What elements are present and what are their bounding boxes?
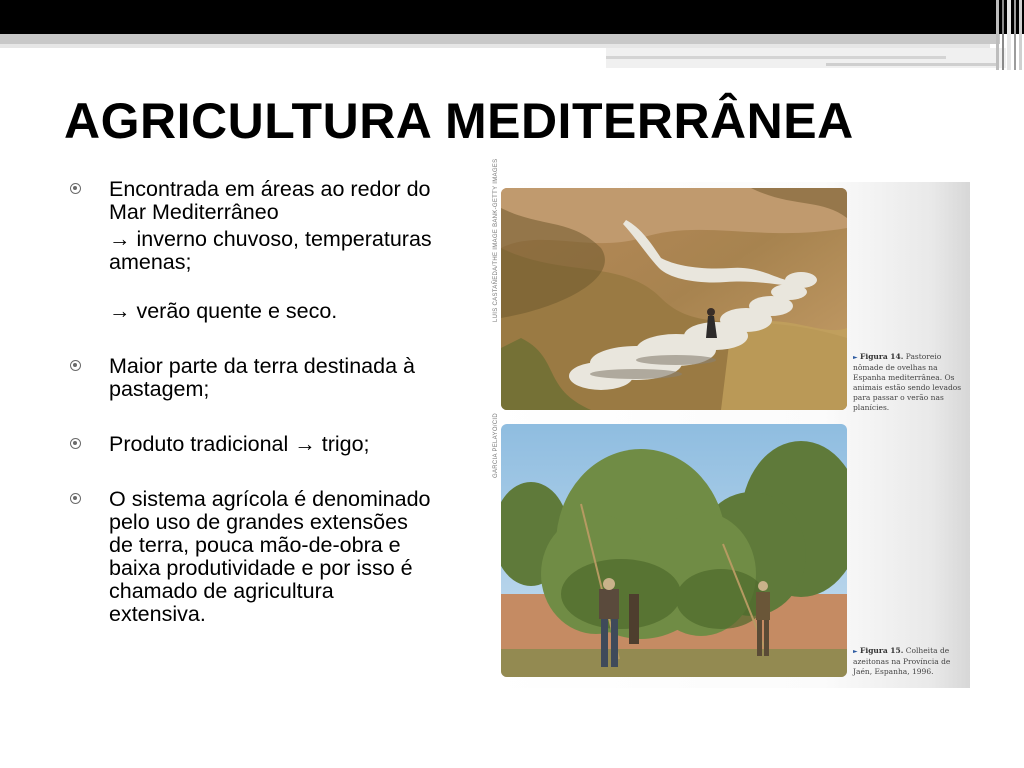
bullet-item (66, 355, 436, 401)
bullet-item (66, 178, 436, 323)
corner-vertical-bars (990, 0, 1024, 70)
top-decorative-bar (0, 0, 1024, 34)
olive-harvest-photo (501, 424, 847, 677)
bullet-icon (70, 360, 81, 371)
figure-caption-text: Colheita de azeitonas na Província de Jaén, Espanha, 1996. (853, 646, 951, 676)
figure-label: Figura 14. (860, 352, 904, 361)
slide-title: AGRICULTURA MEDITERRÂNEA (64, 93, 854, 149)
bullet-text: O sistema agrícola é denominado pelo uso de grandes extensões de terra, pouca mão-de-obra e baixa produtividade e por isso é chamado de agricultura extensiva. (109, 487, 431, 626)
bullet-icon (70, 493, 81, 504)
sheep-herding-photo (501, 188, 847, 410)
bullet-item (66, 433, 436, 456)
textbook-scan-image (487, 158, 970, 688)
accent-line (606, 56, 946, 59)
photo-credit: LUIS CASTAÑEDA/THE IMAGE BANK-GETTY IMAGES (493, 158, 499, 322)
bullet-text: Maior parte da terra destinada à pastagem; (109, 354, 415, 401)
header-stripe-accent (606, 48, 1006, 68)
figure-14-caption: ► Figura 14. Pastoreio nômade de ovelhas na Espanha mediterrânea. Os animais estão sendo levados para passar o verão nas planícies. (853, 352, 962, 412)
bullet-subtext: → verão quente e seco. (109, 299, 338, 323)
photo-credit: GARCIA PELAYO/CID (493, 412, 499, 478)
figure-label: Figura 15. (860, 646, 904, 655)
header-stripe (0, 34, 1000, 44)
bullet-list (66, 178, 436, 648)
bullet-text: Produto tradicional → trigo; (109, 432, 370, 456)
bullet-icon (70, 438, 81, 449)
bullet-text: Encontrada em áreas ao redor do Mar Mediterrâneo (109, 177, 431, 224)
accent-line (826, 63, 996, 66)
bullet-subtext: → inverno chuvoso, temperaturas amenas; (109, 227, 432, 274)
figure-caption-text: Pastoreio nômade de ovelhas na Espanha mediterrânea. Os animais estão sendo levados para passar o verão nas planícies. (853, 352, 962, 412)
bullet-item (66, 488, 436, 626)
figure-15-caption: ► Figura 15. Colheita de azeitonas na Província de Jaén, Espanha, 1996. (853, 646, 951, 676)
bullet-icon (70, 183, 81, 194)
